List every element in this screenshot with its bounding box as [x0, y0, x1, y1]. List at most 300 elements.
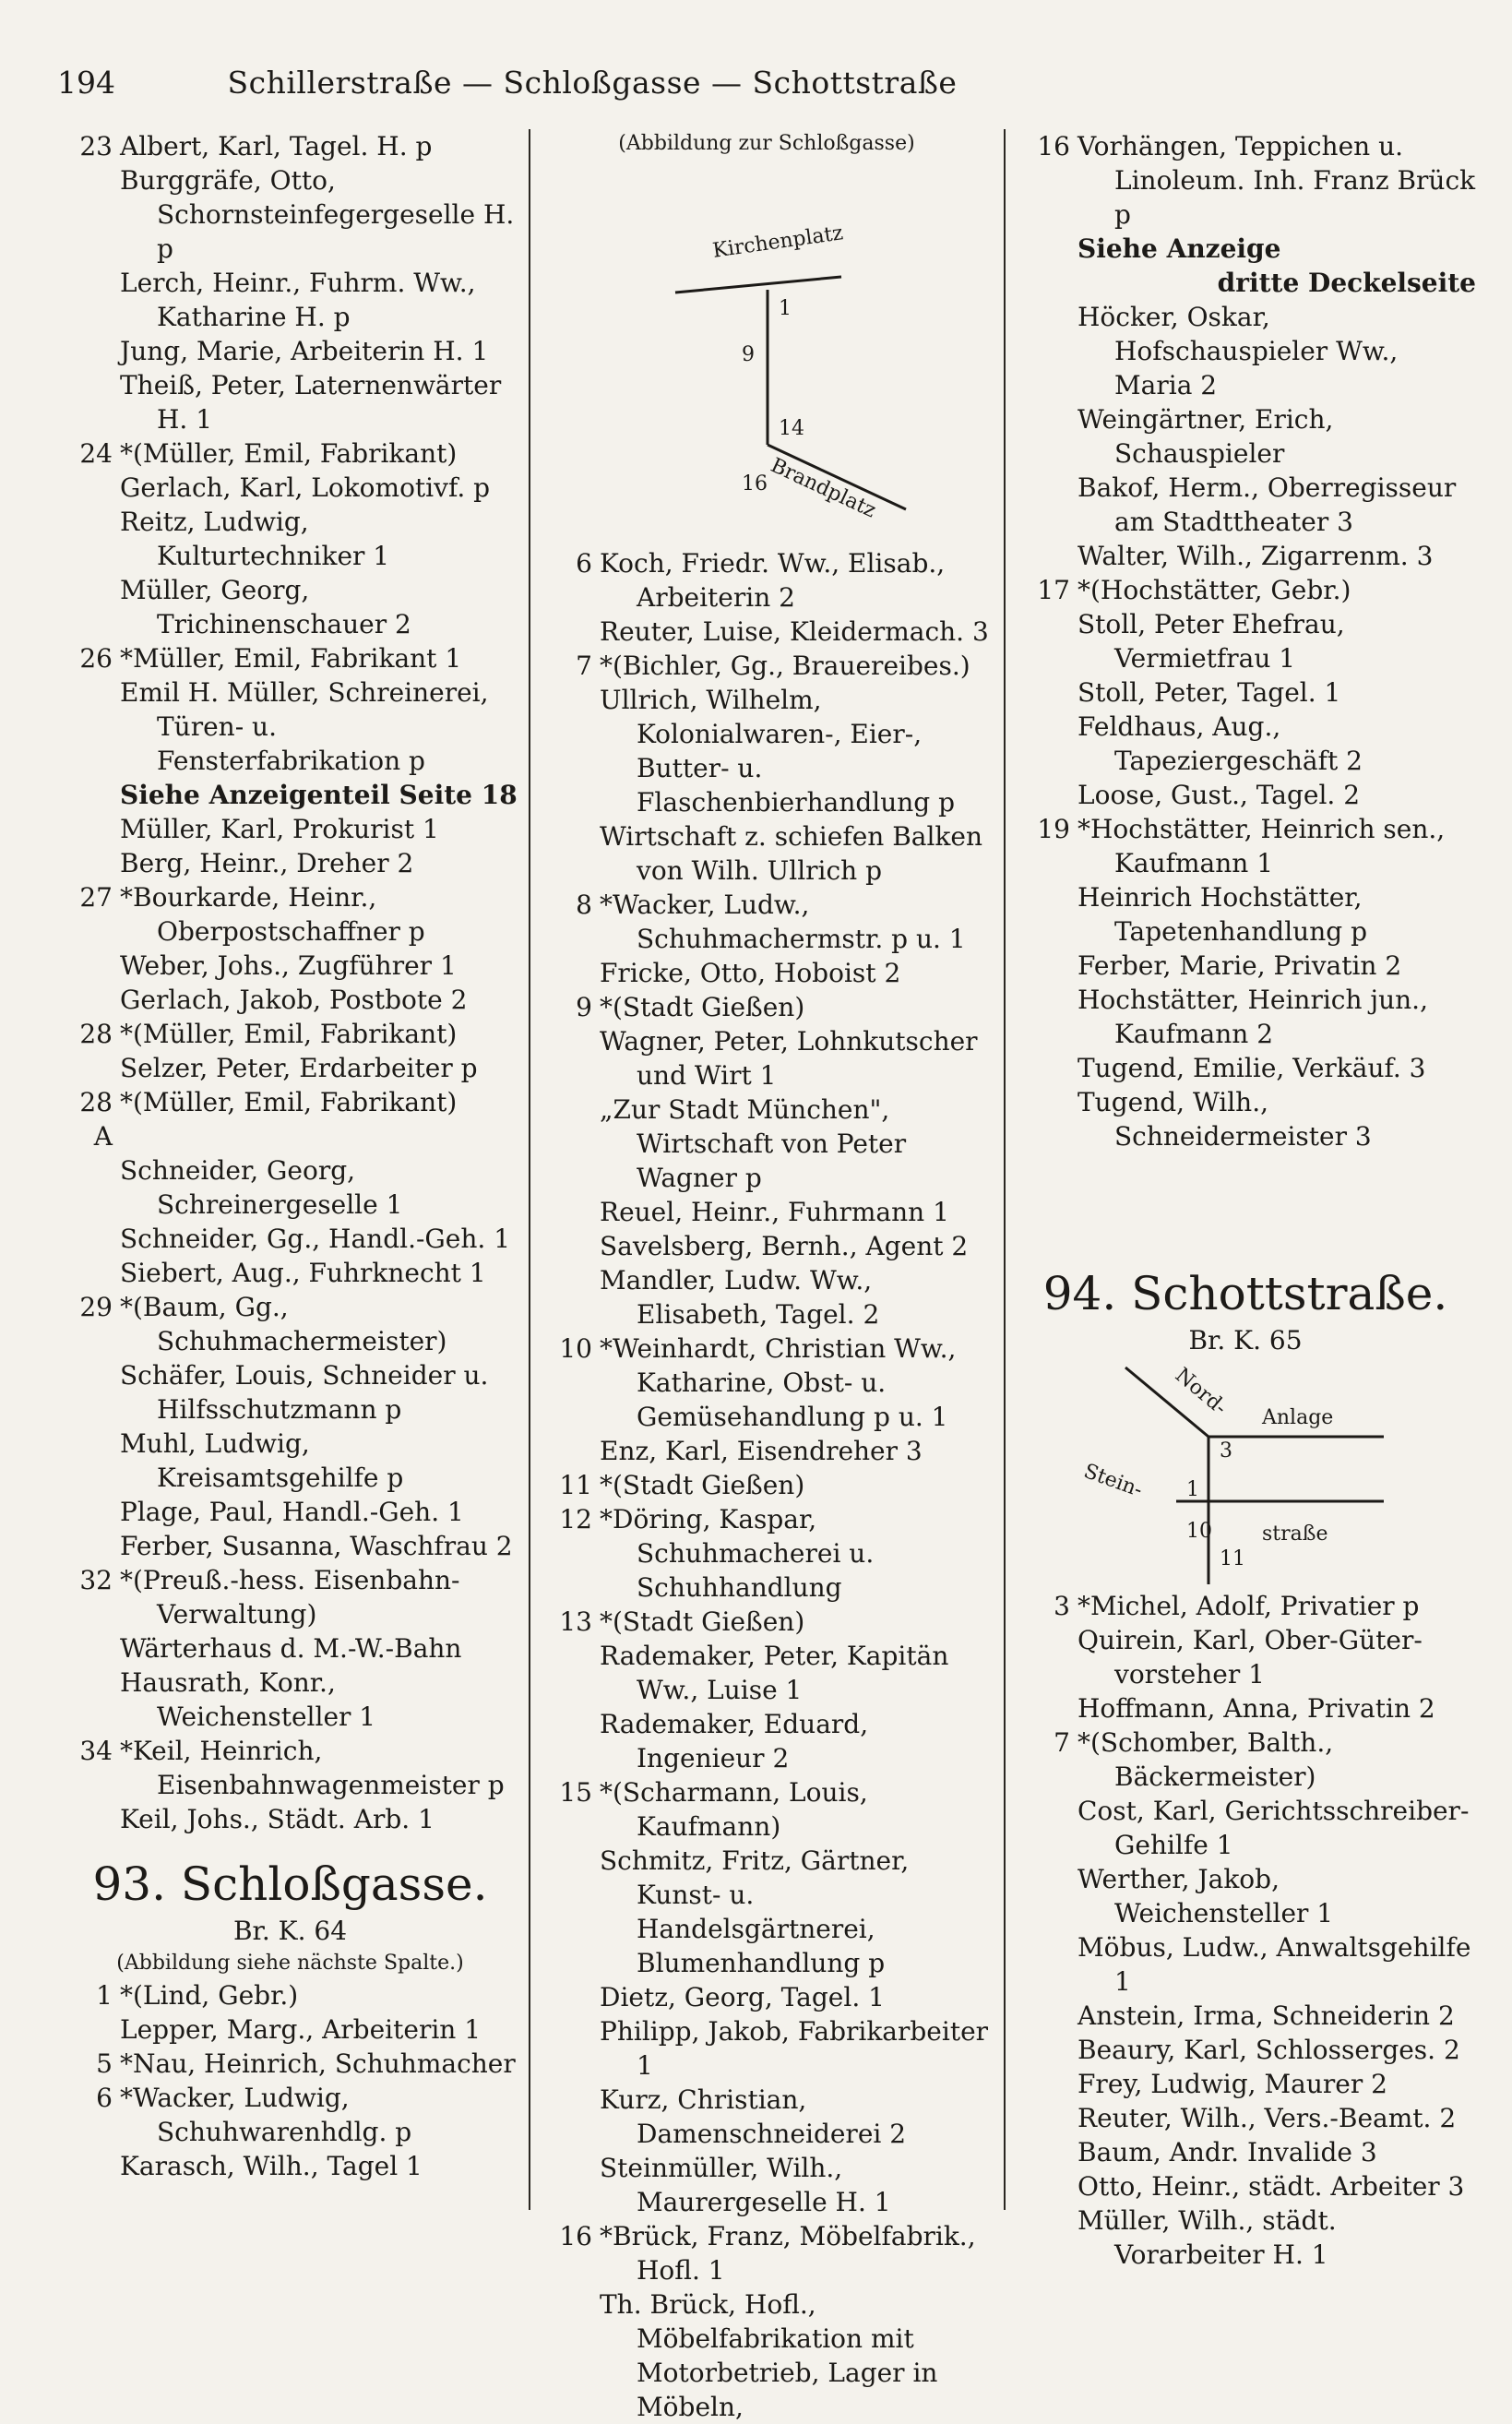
directory-entry [1015, 1051, 1476, 1085]
directory-entry [537, 1331, 996, 1434]
house-number: 16 [559, 2221, 592, 2251]
directory-entry [57, 1563, 523, 1631]
resident-entry-text: Burggräfe, Otto, Schornsteinfegergeselle H. p [120, 165, 515, 264]
resident-entry-text: Savelsberg, Bernh., Agent 2 [600, 1231, 969, 1261]
house-number [57, 505, 120, 573]
directory-entry [537, 615, 996, 649]
resident-entry-text: Tugend, Wilh., Schneidermeister 3 [1077, 1087, 1372, 1152]
directory-entry [57, 1017, 523, 1051]
directory-entry [537, 546, 996, 615]
house-number: 8 [576, 890, 592, 920]
house-number [57, 1153, 120, 1222]
directory-entry [57, 2047, 523, 2081]
directory-entry [57, 368, 523, 436]
house-number [57, 1427, 120, 1495]
resident-entry-text: Stoll, Peter, Tagel. 1 [1077, 677, 1341, 708]
resident-entry-text: Fricke, Otto, Hoboist 2 [600, 958, 901, 988]
house-number [1015, 539, 1077, 573]
house-number [1015, 949, 1077, 983]
resident-entry-text: *Keil, Heinrich, Eisenbahnwagenmeister p [120, 1736, 505, 1800]
resident-entry-text: *Bourkarde, Heinr., Oberpostschaffner p [120, 882, 425, 947]
directory-entry [537, 2014, 996, 2083]
house-number [57, 1495, 120, 1529]
directory-entry [1015, 1725, 1476, 1794]
label-brandplatz: Brandplatz [767, 454, 880, 523]
page-number: 194 [57, 65, 115, 101]
house-number [1015, 1930, 1077, 1999]
label-nord: Nord- [1170, 1364, 1232, 1420]
directory-entry [537, 1639, 996, 1707]
label-anlage: Anlage [1262, 1406, 1334, 1429]
directory-entry [57, 949, 523, 983]
directory-entry [1015, 710, 1476, 778]
house-number [1015, 607, 1077, 675]
house-number [57, 471, 120, 505]
directory-entry [57, 2081, 523, 2149]
resident-entry-text: Keil, Johs., Städt. Arb. 1 [120, 1804, 435, 1834]
resident-entry-text: Philipp, Jakob, Fabrikarbeiter 1 [600, 2016, 989, 2081]
resident-entry-text: Bakof, Herm., Oberregisseur am Stadttheater 3 [1077, 472, 1457, 537]
column-1 [57, 129, 523, 2183]
directory-entry [537, 1093, 996, 1195]
resident-entry-text: *Wacker, Ludw., Schuhmachermstr. p u. 1 [600, 890, 966, 954]
house-number [57, 163, 120, 266]
house-number [1015, 1051, 1077, 1085]
resident-entry-text: Kurz, Christian, Damenschneiderei 2 [600, 2084, 907, 2149]
house-number: 9 [576, 992, 592, 1022]
directory-entry [57, 129, 523, 163]
directory-entry [57, 1666, 523, 1734]
running-title: Schillerstraße — Schloßgasse — Schottstraße [227, 65, 958, 101]
house-number [57, 573, 120, 641]
directory-entry [537, 683, 996, 819]
directory-entry [57, 1153, 523, 1222]
house-number [57, 266, 120, 334]
col3-entries [1015, 129, 1476, 1153]
house-number [537, 2083, 600, 2151]
resident-entry-text: Baum, Andr. Invalide 3 [1077, 2137, 1377, 2167]
resident-entry-text: Koch, Friedr. Ww., Elisab., Arbeiterin 2 [600, 548, 946, 613]
directory-entry [57, 675, 523, 778]
resident-entry-text: „Zur Stadt München", Wirtschaft von Peter Wagner p [600, 1094, 907, 1193]
label-num-1: 1 [779, 297, 792, 320]
resident-entry-text: Müller, Karl, Prokurist 1 [120, 814, 439, 844]
resident-entry-text: Theiß, Peter, Laternenwärter H. 1 [120, 370, 502, 435]
resident-entry-text: Ferber, Marie, Privatin 2 [1077, 950, 1402, 981]
house-number [1015, 266, 1077, 300]
resident-entry-text: Gerlach, Karl, Lokomotivf. p [120, 472, 491, 503]
resident-entry-text: Dietz, Georg, Tagel. 1 [600, 1982, 885, 2012]
resident-entry-text: Frey, Ludwig, Maurer 2 [1077, 2069, 1387, 2099]
directory-entry [537, 888, 996, 956]
house-number [1015, 2135, 1077, 2169]
section-93-subtitle: Br. K. 64 [232, 1916, 348, 1946]
house-number: 34 [79, 1736, 113, 1766]
resident-entry-text: Ferber, Susanna, Waschfrau 2 [120, 1531, 513, 1561]
section-94-entries [1015, 1589, 1476, 2272]
directory-entry [57, 266, 523, 334]
house-number [57, 2149, 120, 2183]
section-93-note: (Abbildung siehe nächste Spalte.) [116, 1952, 464, 1975]
house-number: 7 [576, 651, 592, 681]
directory-entry [57, 1222, 523, 1256]
house-number [537, 1263, 600, 1331]
resident-entry-text: Wirtschaft z. schiefen Balken von Wilh. Ullrich p [600, 821, 982, 886]
resident-entry-text: Reuter, Wilh., Vers.-Beamt. 2 [1077, 2103, 1457, 2133]
directory-entry [57, 1051, 523, 1085]
resident-entry-text: Schäfer, Louis, Schneider u. Hilfsschutzmann p [120, 1360, 489, 1425]
house-number [1015, 880, 1077, 949]
label-num-10: 10 [1186, 1520, 1212, 1543]
resident-entry-text: *Döring, Kaspar, Schuhmacherei u. Schuhhandlung [600, 1504, 875, 1603]
directory-entry [537, 2083, 996, 2151]
house-number [57, 368, 120, 436]
directory-entry [1015, 266, 1476, 300]
house-number [1015, 1862, 1077, 1930]
house-number [537, 1980, 600, 2014]
column-rule [529, 129, 530, 2210]
resident-entry-text: Hochstätter, Heinrich jun., Kaufmann 2 [1077, 985, 1428, 1049]
directory-entry [1015, 675, 1476, 710]
house-number [57, 675, 120, 778]
resident-entry-text: Gerlach, Jakob, Postbote 2 [120, 985, 468, 1015]
directory-entry [57, 2149, 523, 2183]
house-number: 24 [79, 438, 113, 469]
resident-entry-text: *(Stadt Gießen) [600, 1606, 805, 1637]
directory-entry [57, 812, 523, 846]
directory-entry [1015, 607, 1476, 675]
resident-entry-text: *(Scharmann, Louis, Kaufmann) [600, 1777, 868, 1842]
house-number: 6 [96, 2083, 113, 2113]
house-number [1015, 402, 1077, 471]
directory-entry [537, 1707, 996, 1775]
house-number [1015, 983, 1077, 1051]
directory-entry [1015, 812, 1476, 880]
resident-entry-text: Selzer, Peter, Erdarbeiter p [120, 1053, 478, 1083]
house-number: 28 A [79, 1087, 113, 1152]
house-number: 28 [79, 1019, 113, 1049]
directory-entry [57, 1085, 523, 1153]
resident-entry-text: Albert, Karl, Tagel. H. p [120, 131, 433, 161]
label-num-11: 11 [1220, 1547, 1245, 1570]
house-number: 29 [79, 1292, 113, 1322]
resident-entry-text: *Hochstätter, Heinrich sen., Kaufmann 1 [1077, 814, 1446, 878]
resident-entry-text: Feldhaus, Aug., Tapeziergeschäft 2 [1077, 711, 1363, 776]
directory-entry [1015, 2101, 1476, 2135]
directory-entry [1015, 1930, 1476, 1999]
directory-entry [57, 436, 523, 471]
resident-entry-text: *Nau, Heinrich, Schuhmacher [120, 2048, 516, 2079]
resident-entry-text: *(Schomber, Balth., Bäckermeister) [1077, 1727, 1334, 1792]
directory-entry [1015, 880, 1476, 949]
house-number [57, 1222, 120, 1256]
house-number: 16 [1037, 131, 1070, 161]
column-2 [537, 129, 996, 2424]
resident-entry-text: *(Bichler, Gg., Brauereibes.) [600, 651, 970, 681]
directory-entry [57, 163, 523, 266]
directory-entry [1015, 2203, 1476, 2272]
resident-entry-text: Loose, Gust., Tagel. 2 [1077, 780, 1361, 810]
resident-entry-text: Vorhängen, Teppichen u. Linoleum. Inh. Franz Brück p [1077, 131, 1476, 230]
resident-entry-text: *(Stadt Gießen) [600, 992, 805, 1022]
page-header [57, 65, 1127, 111]
house-number: 10 [559, 1333, 592, 1364]
house-number [537, 2287, 600, 2424]
directory-entry [57, 1529, 523, 1563]
house-number [1015, 232, 1077, 266]
resident-entry-text: *(Hochstätter, Gebr.) [1077, 575, 1351, 605]
house-number [57, 1631, 120, 1666]
directory-entry [1015, 471, 1476, 539]
directory-entry [57, 505, 523, 573]
resident-entry-text: *(Preuß.-hess. Eisenbahn-Verwaltung) [120, 1565, 460, 1630]
house-number [57, 1666, 120, 1734]
resident-entry-text: Tugend, Emilie, Verkäuf. 3 [1077, 1053, 1426, 1083]
resident-entry-text: Müller, Wilh., städt. Vorarbeiter H. 1 [1077, 2205, 1337, 2270]
resident-entry-text: *(Müller, Emil, Fabrikant) [120, 438, 458, 469]
house-number: 11 [559, 1470, 592, 1500]
house-number [57, 1256, 120, 1290]
resident-entry-text: Wagner, Peter, Lohnkutscher und Wirt 1 [600, 1026, 978, 1091]
directory-entry [57, 1802, 523, 1836]
house-number: 1 [96, 1980, 113, 2011]
directory-entry [1015, 402, 1476, 471]
house-number [57, 812, 120, 846]
schlossgasse-map [537, 159, 996, 546]
house-number: 19 [1037, 814, 1070, 844]
directory-entry [537, 2151, 996, 2219]
resident-entry-text: Möbus, Ludw., Anwaltsgehilfe 1 [1077, 1932, 1471, 1997]
directory-entry [57, 573, 523, 641]
resident-entry-text: Siebert, Aug., Fuhrknecht 1 [120, 1258, 486, 1288]
house-number: 3 [1054, 1591, 1070, 1621]
house-number [537, 1707, 600, 1775]
house-number [57, 334, 120, 368]
directory-entry [537, 1980, 996, 2014]
directory-entry [537, 819, 996, 888]
directory-entry [1015, 1623, 1476, 1691]
directory-entry [537, 1468, 996, 1502]
house-number [537, 683, 600, 819]
resident-entry-text: Emil H. Müller, Schreinerei, Türen- u. Fensterfabrikation p [120, 677, 489, 776]
resident-entry-text: Siehe Anzeigenteil Seite 18 [120, 780, 518, 810]
directory-entry [1015, 1691, 1476, 1725]
resident-entry-text: Hoffmann, Anna, Privatin 2 [1077, 1693, 1435, 1724]
house-number [537, 1229, 600, 1263]
house-number: 32 [79, 1565, 113, 1595]
resident-entry-text: Rademaker, Eduard, Ingenieur 2 [600, 1709, 869, 1773]
directory-entry [1015, 1794, 1476, 1862]
resident-entry-text: Enz, Karl, Eisendreher 3 [600, 1436, 923, 1466]
house-number [537, 1844, 600, 1980]
directory-entry [1015, 2067, 1476, 2101]
resident-entry-text: Mandler, Ludw. Ww., Elisabeth, Tagel. 2 [600, 1265, 880, 1330]
directory-entry [57, 1978, 523, 2012]
house-number [537, 1195, 600, 1229]
house-number [57, 1051, 120, 1085]
resident-entry-text: *(Müller, Emil, Fabrikant) [120, 1087, 458, 1117]
house-number [1015, 675, 1077, 710]
resident-entry-text: Weingärtner, Erich, Schauspieler [1077, 404, 1334, 469]
house-number [537, 1639, 600, 1707]
resident-entry-text: Walter, Wilh., Zigarrenm. 3 [1077, 541, 1434, 571]
house-number [537, 2014, 600, 2083]
resident-entry-text: Jung, Marie, Arbeiterin H. 1 [120, 336, 489, 366]
resident-entry-text: Siehe Anzeige [1077, 233, 1281, 264]
resident-entry-text: Otto, Heinr., städt. Arbeiter 3 [1077, 2171, 1465, 2202]
house-number [1015, 300, 1077, 402]
resident-entry-text: Muhl, Ludwig, Kreisamtsgehilfe p [120, 1428, 404, 1493]
section-93-title: 93. Schloßgasse. [92, 1857, 488, 1911]
directory-entry [1015, 1085, 1476, 1153]
directory-entry [537, 1195, 996, 1229]
house-number [57, 949, 120, 983]
directory-entry [537, 2219, 996, 2287]
house-number [537, 819, 600, 888]
directory-entry [57, 880, 523, 949]
directory-entry [57, 334, 523, 368]
resident-entry-text: Heinrich Hochstätter, Tapetenhandlung p [1077, 882, 1367, 947]
directory-entry [537, 1775, 996, 1844]
house-number: 5 [96, 2048, 113, 2079]
resident-entry-text: *Michel, Adolf, Privatier p [1077, 1591, 1420, 1621]
resident-entry-text: Cost, Karl, Gerichtsschreiber-Gehilfe 1 [1077, 1796, 1470, 1860]
resident-entry-text: *(Stadt Gießen) [600, 1470, 805, 1500]
resident-entry-text: *Müller, Emil, Fabrikant 1 [120, 643, 462, 674]
directory-entry [537, 2287, 996, 2424]
directory-entry [57, 778, 523, 812]
label-num-14: 14 [779, 417, 804, 440]
house-number [1015, 2067, 1077, 2101]
house-number [57, 1529, 120, 1563]
label-stein: Stein- [1080, 1460, 1146, 1502]
directory-entry [57, 1427, 523, 1495]
col2-entries [537, 546, 996, 2424]
resident-entry-text: Werther, Jakob, Weichensteller 1 [1077, 1864, 1334, 1928]
directory-entry [57, 1256, 523, 1290]
directory-entry [57, 983, 523, 1017]
resident-entry-text: Höcker, Oskar, Hofschauspieler Ww., Maria 2 [1077, 302, 1399, 400]
directory-entry [1015, 573, 1476, 607]
house-number [537, 615, 600, 649]
directory-entry [1015, 2169, 1476, 2203]
resident-entry-text: Schneider, Gg., Handl.-Geh. 1 [120, 1224, 511, 1254]
resident-entry-text: Berg, Heinr., Dreher 2 [120, 848, 414, 878]
resident-entry-text: Lepper, Marg., Arbeiterin 1 [120, 2014, 482, 2045]
directory-entry [57, 1290, 523, 1358]
house-number [57, 1802, 120, 1836]
house-number [537, 956, 600, 990]
resident-entry-text: Ullrich, Wilhelm, Kolonialwaren-, Eier-, Butter- u. Flaschenbierhandlung p [600, 685, 956, 818]
resident-entry-text: Hausrath, Konr., Weichensteller 1 [120, 1667, 376, 1732]
directory-entry [537, 1605, 996, 1639]
kirchenplatz-edge [675, 277, 841, 293]
resident-entry-text: Beaury, Karl, Schlosserges. 2 [1077, 2035, 1460, 2065]
label-num-1: 1 [1186, 1478, 1199, 1501]
directory-entry [57, 846, 523, 880]
house-number [1015, 710, 1077, 778]
house-number [1015, 1623, 1077, 1691]
resident-entry-text: *Brück, Franz, Möbelfabrik., Hofl. 1 [600, 2221, 976, 2286]
house-number [1015, 2033, 1077, 2067]
house-number [1015, 1794, 1077, 1862]
directory-entry [1015, 1999, 1476, 2033]
house-number [57, 2012, 120, 2047]
column-rule [1004, 129, 1006, 2210]
house-number [537, 1093, 600, 1195]
house-number [537, 2151, 600, 2219]
house-number: 23 [79, 131, 113, 161]
house-number [57, 983, 120, 1017]
resident-entry-text: Wärterhaus d. M.-W.-Bahn [120, 1633, 462, 1664]
directory-entry [537, 649, 996, 683]
house-number [57, 1358, 120, 1427]
house-number: 6 [576, 548, 592, 579]
resident-entry-text: *(Müller, Emil, Fabrikant) [120, 1019, 458, 1049]
directory-entry [1015, 778, 1476, 812]
directory-entry [1015, 2033, 1476, 2067]
resident-entry-text: Rademaker, Peter, Kapitän Ww., Luise 1 [600, 1641, 949, 1705]
house-number: 15 [559, 1777, 592, 1808]
house-number [537, 1024, 600, 1093]
directory-entry [57, 1358, 523, 1427]
house-number: 26 [79, 643, 113, 674]
directory-entry [537, 1502, 996, 1605]
directory-entry [537, 1434, 996, 1468]
house-number: 13 [559, 1606, 592, 1637]
label-strasse: straße [1262, 1522, 1328, 1546]
house-number [1015, 2101, 1077, 2135]
label-num-3: 3 [1220, 1439, 1232, 1463]
resident-entry-text: Schmitz, Fritz, Gärtner, Kunst- u. Handelsgärtnerei, Blumenhandlung p [600, 1845, 910, 1978]
house-number [57, 778, 120, 812]
house-number [537, 1434, 600, 1468]
house-number [1015, 1691, 1077, 1725]
resident-entry-text: Reitz, Ludwig, Kulturtechniker 1 [120, 507, 390, 571]
house-number: 17 [1037, 575, 1070, 605]
house-number: 27 [79, 882, 113, 913]
diagram-93-caption: (Abbildung zur Schloßgasse) [618, 132, 915, 155]
resident-entry-text: dritte Deckelseite [1217, 268, 1476, 298]
resident-entry-text: Stoll, Peter Ehefrau, Vermietfrau 1 [1077, 609, 1345, 674]
directory-entry [537, 1263, 996, 1331]
directory-entry [537, 1844, 996, 1980]
resident-entry-text: Anstein, Irma, Schneiderin 2 [1077, 2000, 1455, 2031]
directory-entry [1015, 232, 1476, 266]
directory-entry [1015, 949, 1476, 983]
resident-entry-text: Steinmüller, Wilh., Maurergeselle H. 1 [600, 2153, 891, 2217]
resident-entry-text: Quirein, Karl, Ober-Güter-vorsteher 1 [1077, 1625, 1423, 1690]
col1-entries [57, 129, 523, 1836]
directory-entry [537, 990, 996, 1024]
label-num-9: 9 [742, 343, 755, 366]
directory-entry [1015, 129, 1476, 232]
resident-entry-text: Reuel, Heinr., Fuhrmann 1 [600, 1197, 949, 1227]
directory-entry [57, 2012, 523, 2047]
directory-entry [1015, 300, 1476, 402]
house-number [1015, 2169, 1077, 2203]
resident-entry-text: Müller, Georg, Trichinenschauer 2 [120, 575, 411, 639]
directory-entry [1015, 539, 1476, 573]
directory-entry [57, 641, 523, 675]
directory-entry [1015, 983, 1476, 1051]
resident-entry-text: Karasch, Wilh., Tagel 1 [120, 2151, 423, 2181]
directory-entry [57, 471, 523, 505]
resident-entry-text: *Weinhardt, Christian Ww., Katharine, Obst- u. Gemüsehandlung p u. 1 [600, 1333, 957, 1432]
house-number [57, 846, 120, 880]
house-number: 7 [1054, 1727, 1070, 1758]
directory-entry [537, 1229, 996, 1263]
